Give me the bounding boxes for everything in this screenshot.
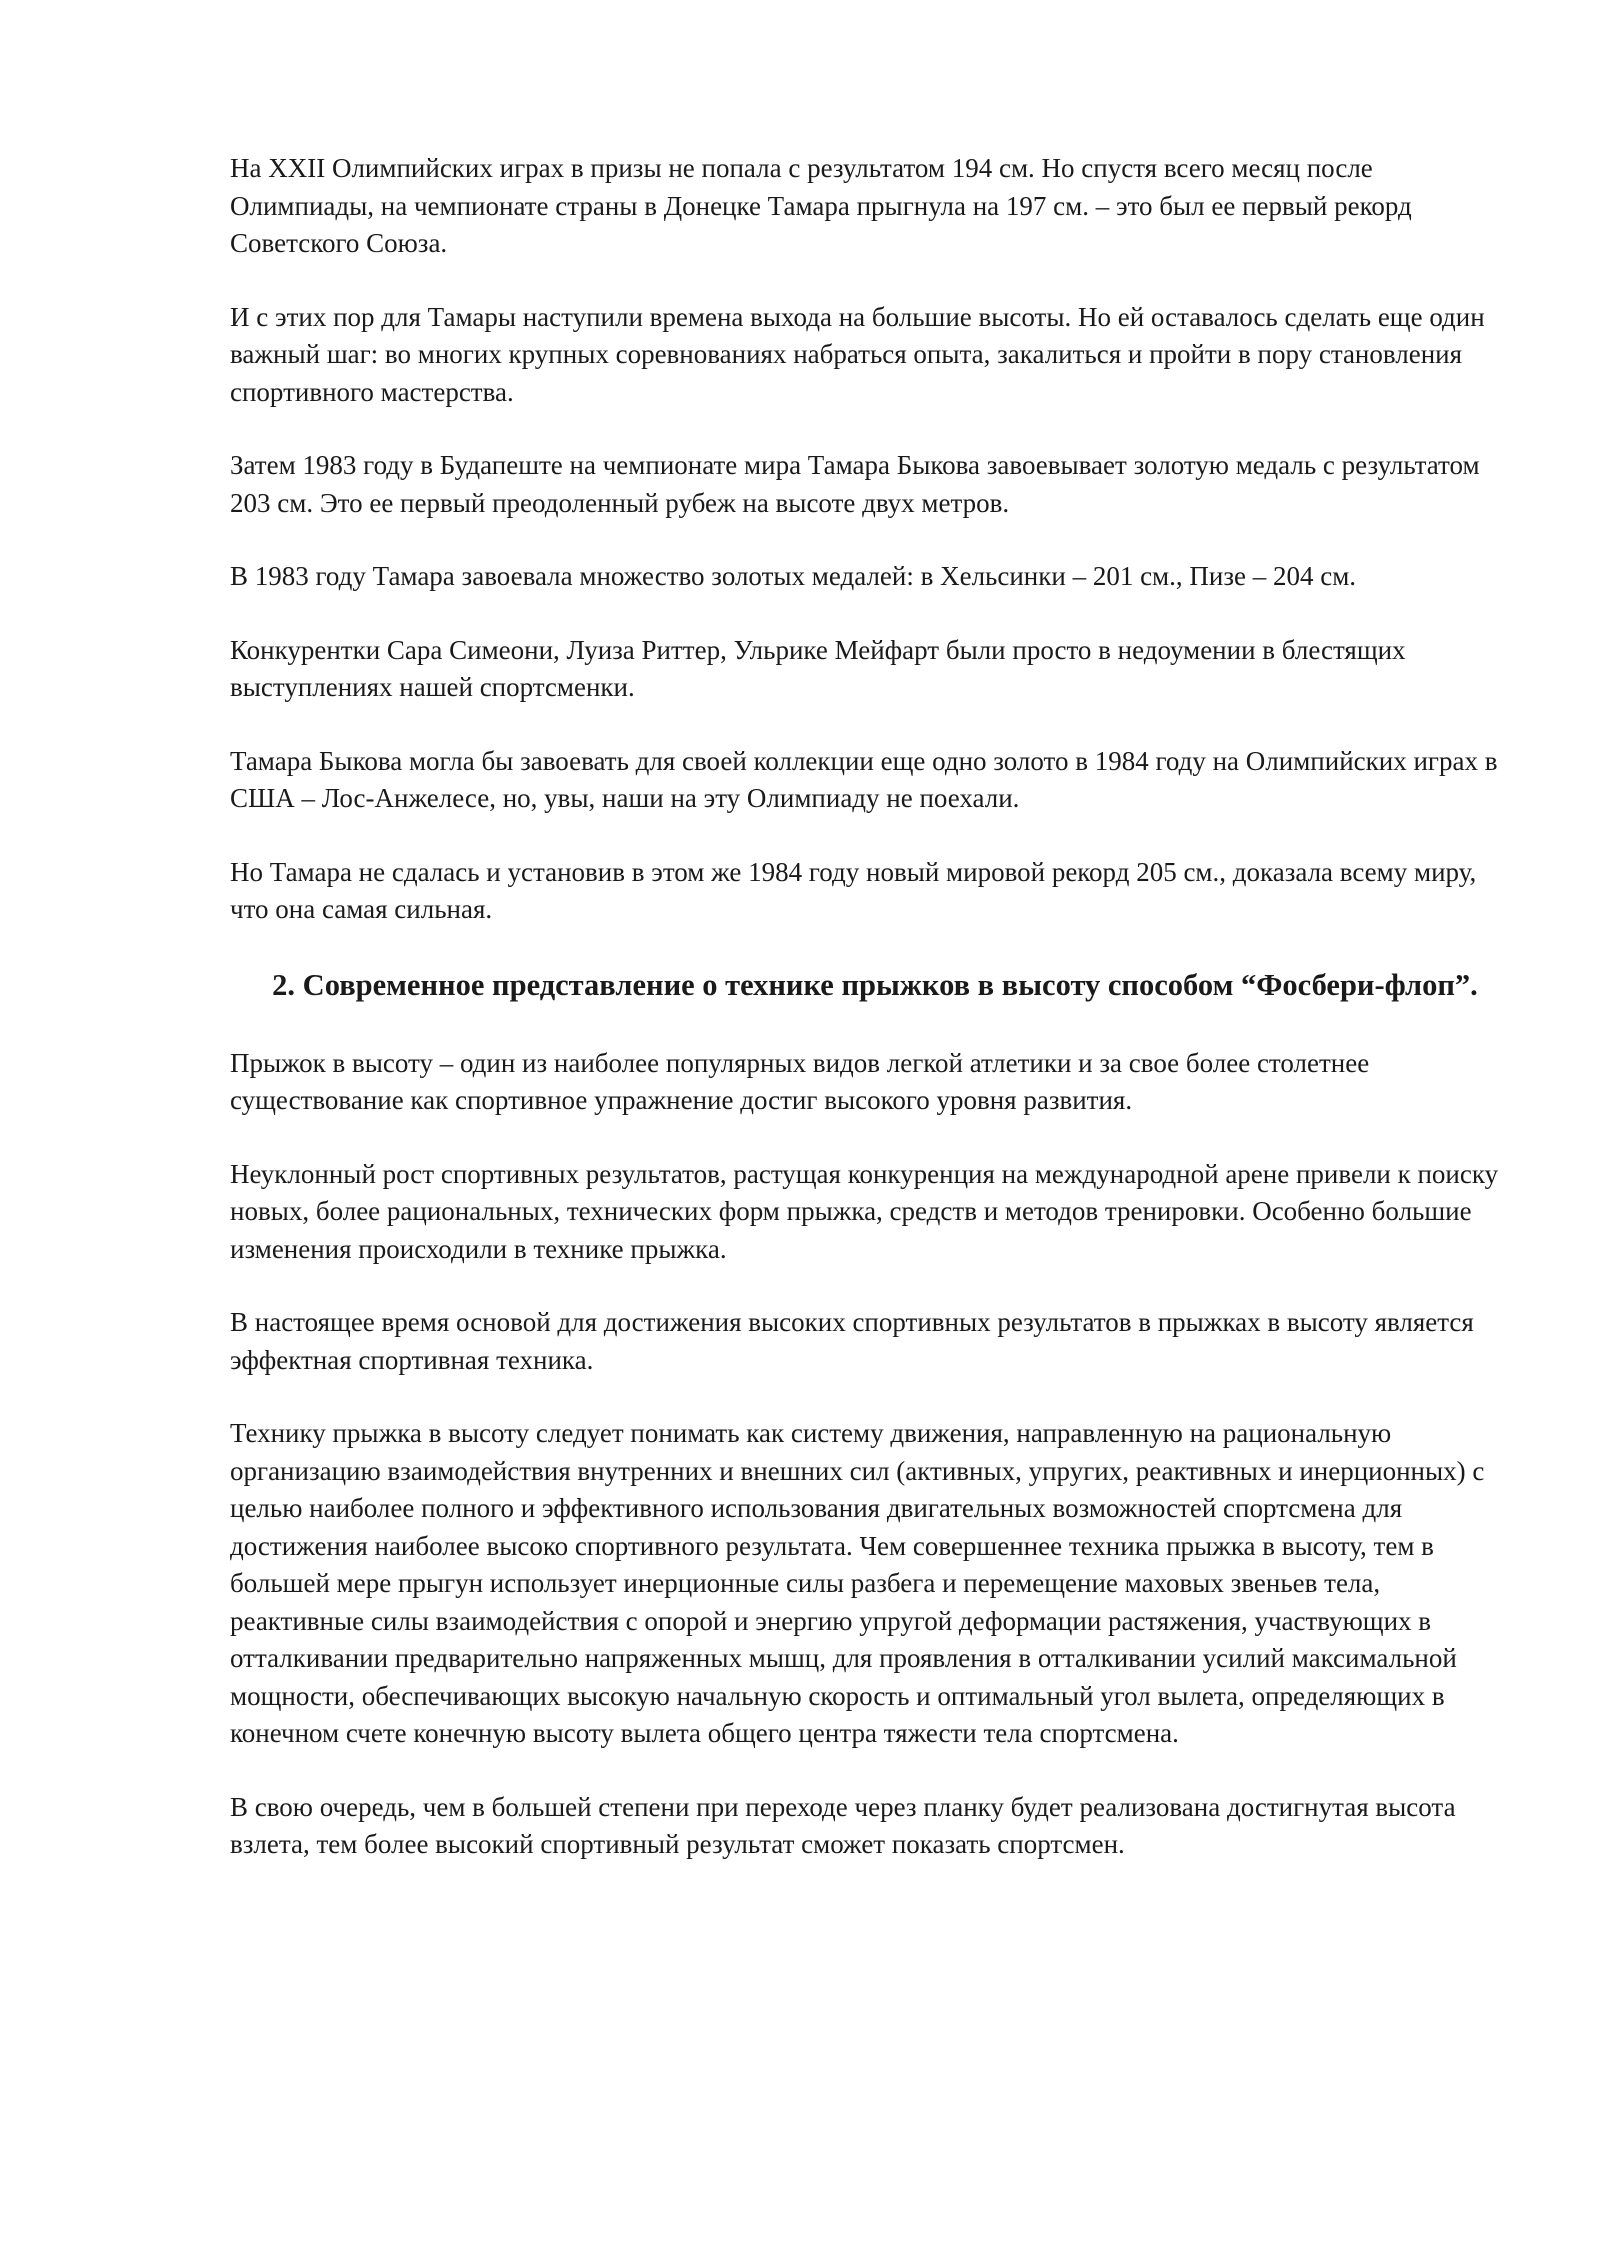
paragraph-new-heights: И с этих пор для Тамары наступили времена выхода на большие высоты. Но ей оставалось сделать еще один важный шаг: во многих крупных соревнованиях набраться опыта, закалиться и пройти в пору становления спортивного мастерства. <box>230 301 1485 407</box>
paragraph-world-record: Но Тамара не сдалась и установив в этом же 1984 году новый мировой рекорд 205 см., доказала всему миру, что она самая сильная. <box>230 856 1477 924</box>
paragraph-high-jump-intro: Прыжок в высоту – один из наиболее популярных видов легкой атлетики и за свое более столетнее существование как спортивное упражнение достиг высокого уровня развития. <box>230 1047 1370 1115</box>
paragraph-bar-clearance: В свою очередь, чем в большей степени при переходе через планку будет реализована достигнутая высота взлета, тем более высокий спортивный результат сможет показать спортсмен. <box>230 1791 1456 1859</box>
paragraph-technique-evolution: Неуклонный рост спортивных результатов, растущая конкуренция на международной арене привели к поиску новых, более рациональных, технических форм прыжка, средств и методов тренировки. Особенно большие изменения происходили в технике прыжка. <box>230 1158 1499 1264</box>
paragraph-gold-medals-1983: В 1983 году Тамара завоевала множество золотых медалей: в Хельсинки – 201 см., Пизе – 204 см. <box>230 561 1357 591</box>
document-body <box>230 150 1500 1900</box>
paragraph-technique-definition: Технику прыжка в высоту следует понимать как систему движения, направленную на рациональную организацию взаимодействия внутренних и внешних сил (активных, упругих, реактивных и инерционных) с целью наиболее полного и эффективного использования двигательных возможностей спортсмена для достижения наиболее высоко спортивного результата. Чем совершеннее техника прыжка в высоту, тем в большей мере прыгун использует инерционные силы разбега и перемещение маховых звеньев тела, реактивные силы взаимодействия с опорой и энергию упругой деформации растяжения, участвующих в отталкивании предварительно напряженных мышц, для проявления в отталкивании усилий максимальной мощности, обеспечивающих высокую начальную скорость и оптимальный угол вылета, определяющих в конечном счете конечную высоту вылета общего центра тяжести тела спортсмена. <box>230 1418 1485 1748</box>
paragraph-technique-basis: В настоящее время основой для достижения высоких спортивных результатов в прыжках в высоту является эффектная спортивная техника. <box>230 1307 1474 1375</box>
paragraph-budapest-1983: Затем 1983 году в Будапеште на чемпионате мира Тамара Быкова завоевывает золотую медаль с результатом 203 см. Это ее первый преодоленный рубеж на высоте двух метров. <box>230 450 1480 518</box>
paragraph-olympics-1980: На XXII Олимпийских играх в призы не попала с результатом 194 см. Но спустя всего месяц после Олимпиады, на чемпионате страны в Донецке Тамара прыгнула на 197 см. – это был ее первый рекорд Советского Союза. <box>230 153 1412 258</box>
section-heading: 2. Современное представление о технике прыжков в высоту способом “Фосбери-флоп”. <box>272 967 1478 1002</box>
paragraph-los-angeles-1984: Тамара Быкова могла бы завоевать для своей коллекции еще одно золото в 1984 году на Олимпийских играх в США – Лос-Анжелесе, но, увы, наши на эту Олимпиаду не поехали. <box>230 745 1498 813</box>
paragraph-competitors: Конкурентки Сара Симеони, Луиза Риттер, Ульрике Мейфарт были просто в недоумении в блестящих выступлениях нашей спортсменки. <box>230 634 1406 702</box>
